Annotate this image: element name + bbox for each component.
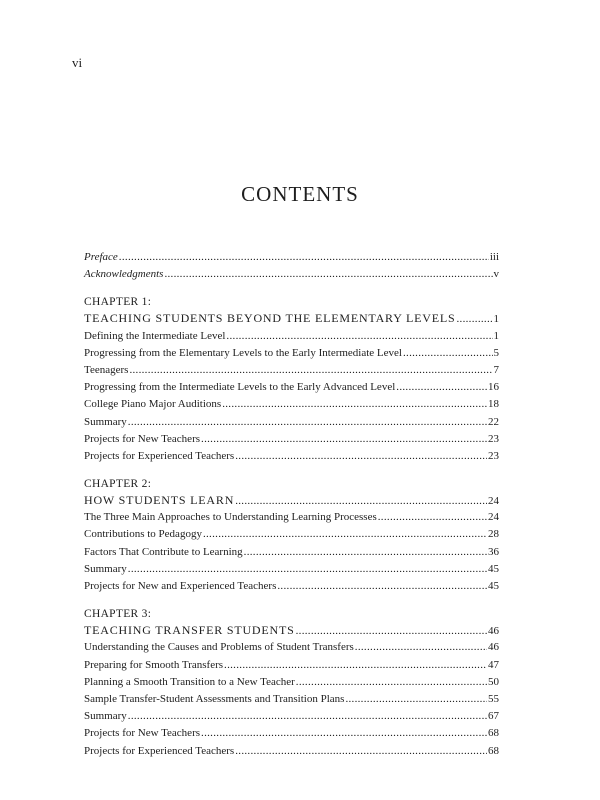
dot-leader: [201, 431, 487, 448]
toc-entry-title: Defining the Intermediate Level: [84, 329, 226, 342]
chapter-title: TEACHING STUDENTS BEYOND THE ELEMENTARY LEVELS: [84, 311, 456, 326]
toc-entry[interactable]: [84, 526, 499, 543]
toc-entry[interactable]: [84, 509, 499, 526]
toc-entry-title: Factors That Contribute to Learning: [84, 545, 243, 558]
toc-entry-page: v: [493, 268, 499, 281]
dot-leader: [378, 509, 487, 526]
toc-entry-title: Summary: [84, 710, 127, 723]
toc-entry[interactable]: [84, 345, 499, 362]
chapter-title-row[interactable]: [84, 492, 499, 509]
toc-entry[interactable]: [84, 639, 499, 656]
dot-leader: [164, 266, 492, 283]
toc-entry[interactable]: [84, 657, 499, 674]
toc-entry-page: 7: [493, 363, 499, 376]
chapter-label: CHAPTER 3:: [84, 608, 152, 621]
dot-leader: [296, 674, 487, 691]
toc-entry-title: Projects for New Teachers: [84, 432, 201, 445]
toc-entry-page: 68: [488, 744, 499, 757]
dot-leader: [226, 328, 492, 345]
toc-entry[interactable]: [84, 544, 499, 561]
toc-entry[interactable]: [84, 448, 499, 465]
toc-entry-page: 55: [488, 692, 499, 705]
toc-entry[interactable]: [84, 743, 499, 760]
dot-leader: [277, 578, 487, 595]
dot-leader: [403, 345, 493, 362]
dot-leader: [128, 561, 487, 578]
dot-leader: [235, 743, 487, 760]
toc-entry-page: 22: [488, 415, 499, 428]
toc-entry[interactable]: [84, 431, 499, 448]
toc-entry-page: 45: [488, 562, 499, 575]
dot-leader: [224, 657, 487, 674]
dot-leader: [201, 725, 487, 742]
toc-entry[interactable]: [84, 691, 499, 708]
toc-entry[interactable]: [84, 708, 499, 725]
chapter-title-row[interactable]: [84, 622, 499, 639]
toc-entry-title: Progressing from the Intermediate Levels to the Early Advanced Level: [84, 381, 396, 394]
toc-entry-page: 24: [488, 511, 499, 524]
chapter-title: TEACHING TRANSFER STUDENTS: [84, 623, 295, 638]
toc-entry-page: 45: [488, 580, 499, 592]
toc-entry-title: Preface: [84, 251, 118, 263]
chapter-title: HOW STUDENTS LEARN: [84, 493, 235, 508]
toc-entry-page: 1: [493, 329, 499, 342]
toc-entry-page: 50: [488, 675, 499, 688]
dot-leader: [396, 379, 487, 396]
toc-entry-acknowledgments[interactable]: [84, 266, 499, 283]
toc-entry-title: Progressing from the Elementary Levels to the Early Intermediate Level: [84, 346, 402, 359]
toc-entry-title: Contributions to Pedagogy: [84, 528, 202, 541]
dot-leader: [235, 448, 487, 465]
toc-entry-preface[interactable]: [84, 249, 499, 266]
chapter-2: [84, 476, 499, 595]
dot-leader: [129, 362, 492, 379]
toc-entry[interactable]: [84, 725, 499, 742]
toc-entry-title: Projects for New Teachers: [84, 727, 201, 740]
toc-entry[interactable]: [84, 379, 499, 396]
toc-entry[interactable]: [84, 578, 499, 595]
toc-entry-title: Planning a Smooth Transition to a New Teacher: [84, 675, 295, 688]
page-title: CONTENTS: [241, 182, 359, 206]
toc-entry-title: Summary: [84, 415, 127, 428]
toc-entry[interactable]: [84, 396, 499, 413]
chapter-label: CHAPTER 2:: [84, 478, 152, 491]
toc-entry-title: Preparing for Smooth Transfers: [84, 658, 224, 671]
chapter-page: 1: [493, 313, 499, 326]
dot-leader: [203, 526, 487, 543]
toc-entry-title: Projects for Experienced Teachers: [84, 449, 235, 462]
toc-entry-title: Sample Transfer-Student Assessments and Transition Plans: [84, 692, 345, 705]
toc-entry-title: Projects for Experienced Teachers: [84, 744, 235, 757]
dot-leader: [222, 396, 487, 413]
toc-entry-page: 5: [493, 346, 499, 359]
dot-leader: [235, 493, 487, 510]
toc-entry[interactable]: [84, 674, 499, 691]
toc-entry-title: Understanding the Causes and Problems of Student Transfers: [84, 641, 354, 654]
toc-entry-page: iii: [489, 251, 499, 263]
toc-entry[interactable]: [84, 328, 499, 345]
page-number: vi: [72, 55, 83, 70]
toc-entry-page: 23: [488, 449, 499, 462]
toc-entry-page: 67: [488, 710, 499, 723]
toc-entry-page: 36: [488, 545, 499, 558]
toc-entry-title: Projects for New and Experienced Teachers: [84, 580, 277, 592]
dot-leader: [355, 639, 487, 656]
toc-entry-page: 23: [488, 432, 499, 445]
toc-entry[interactable]: [84, 561, 499, 578]
dot-leader: [456, 311, 492, 328]
chapter-page: 24: [488, 495, 499, 508]
toc-entry[interactable]: [84, 414, 499, 431]
toc-entry-title: Summary: [84, 562, 127, 575]
toc-entry-page: 16: [488, 381, 499, 394]
front-matter: [84, 249, 499, 283]
dot-leader: [128, 708, 487, 725]
toc-entry-page: 68: [488, 727, 499, 740]
table-of-contents: [84, 249, 499, 771]
toc-entry-title: The Three Main Approaches to Understanding Learning Processes: [84, 511, 377, 524]
chapter-label: CHAPTER 1:: [84, 296, 152, 309]
dot-leader: [244, 544, 487, 561]
dot-leader: [119, 249, 489, 266]
toc-entry-page: 18: [488, 398, 499, 411]
toc-entry-title: College Piano Major Auditions: [84, 398, 222, 411]
dot-leader: [128, 414, 487, 431]
toc-entry-title: Teenagers: [84, 363, 129, 376]
dot-leader: [345, 691, 487, 708]
dot-leader: [296, 623, 487, 640]
toc-entry[interactable]: [84, 362, 499, 379]
toc-entry-page: 47: [488, 658, 499, 671]
chapter-1: [84, 294, 499, 465]
toc-entry-title: Acknowledgments: [84, 268, 164, 281]
toc-entry-page: 28: [488, 528, 499, 541]
toc-entry-page: 46: [488, 641, 499, 654]
chapter-3: [84, 606, 499, 760]
chapter-title-row[interactable]: [84, 310, 499, 327]
chapter-page: 46: [488, 625, 499, 638]
